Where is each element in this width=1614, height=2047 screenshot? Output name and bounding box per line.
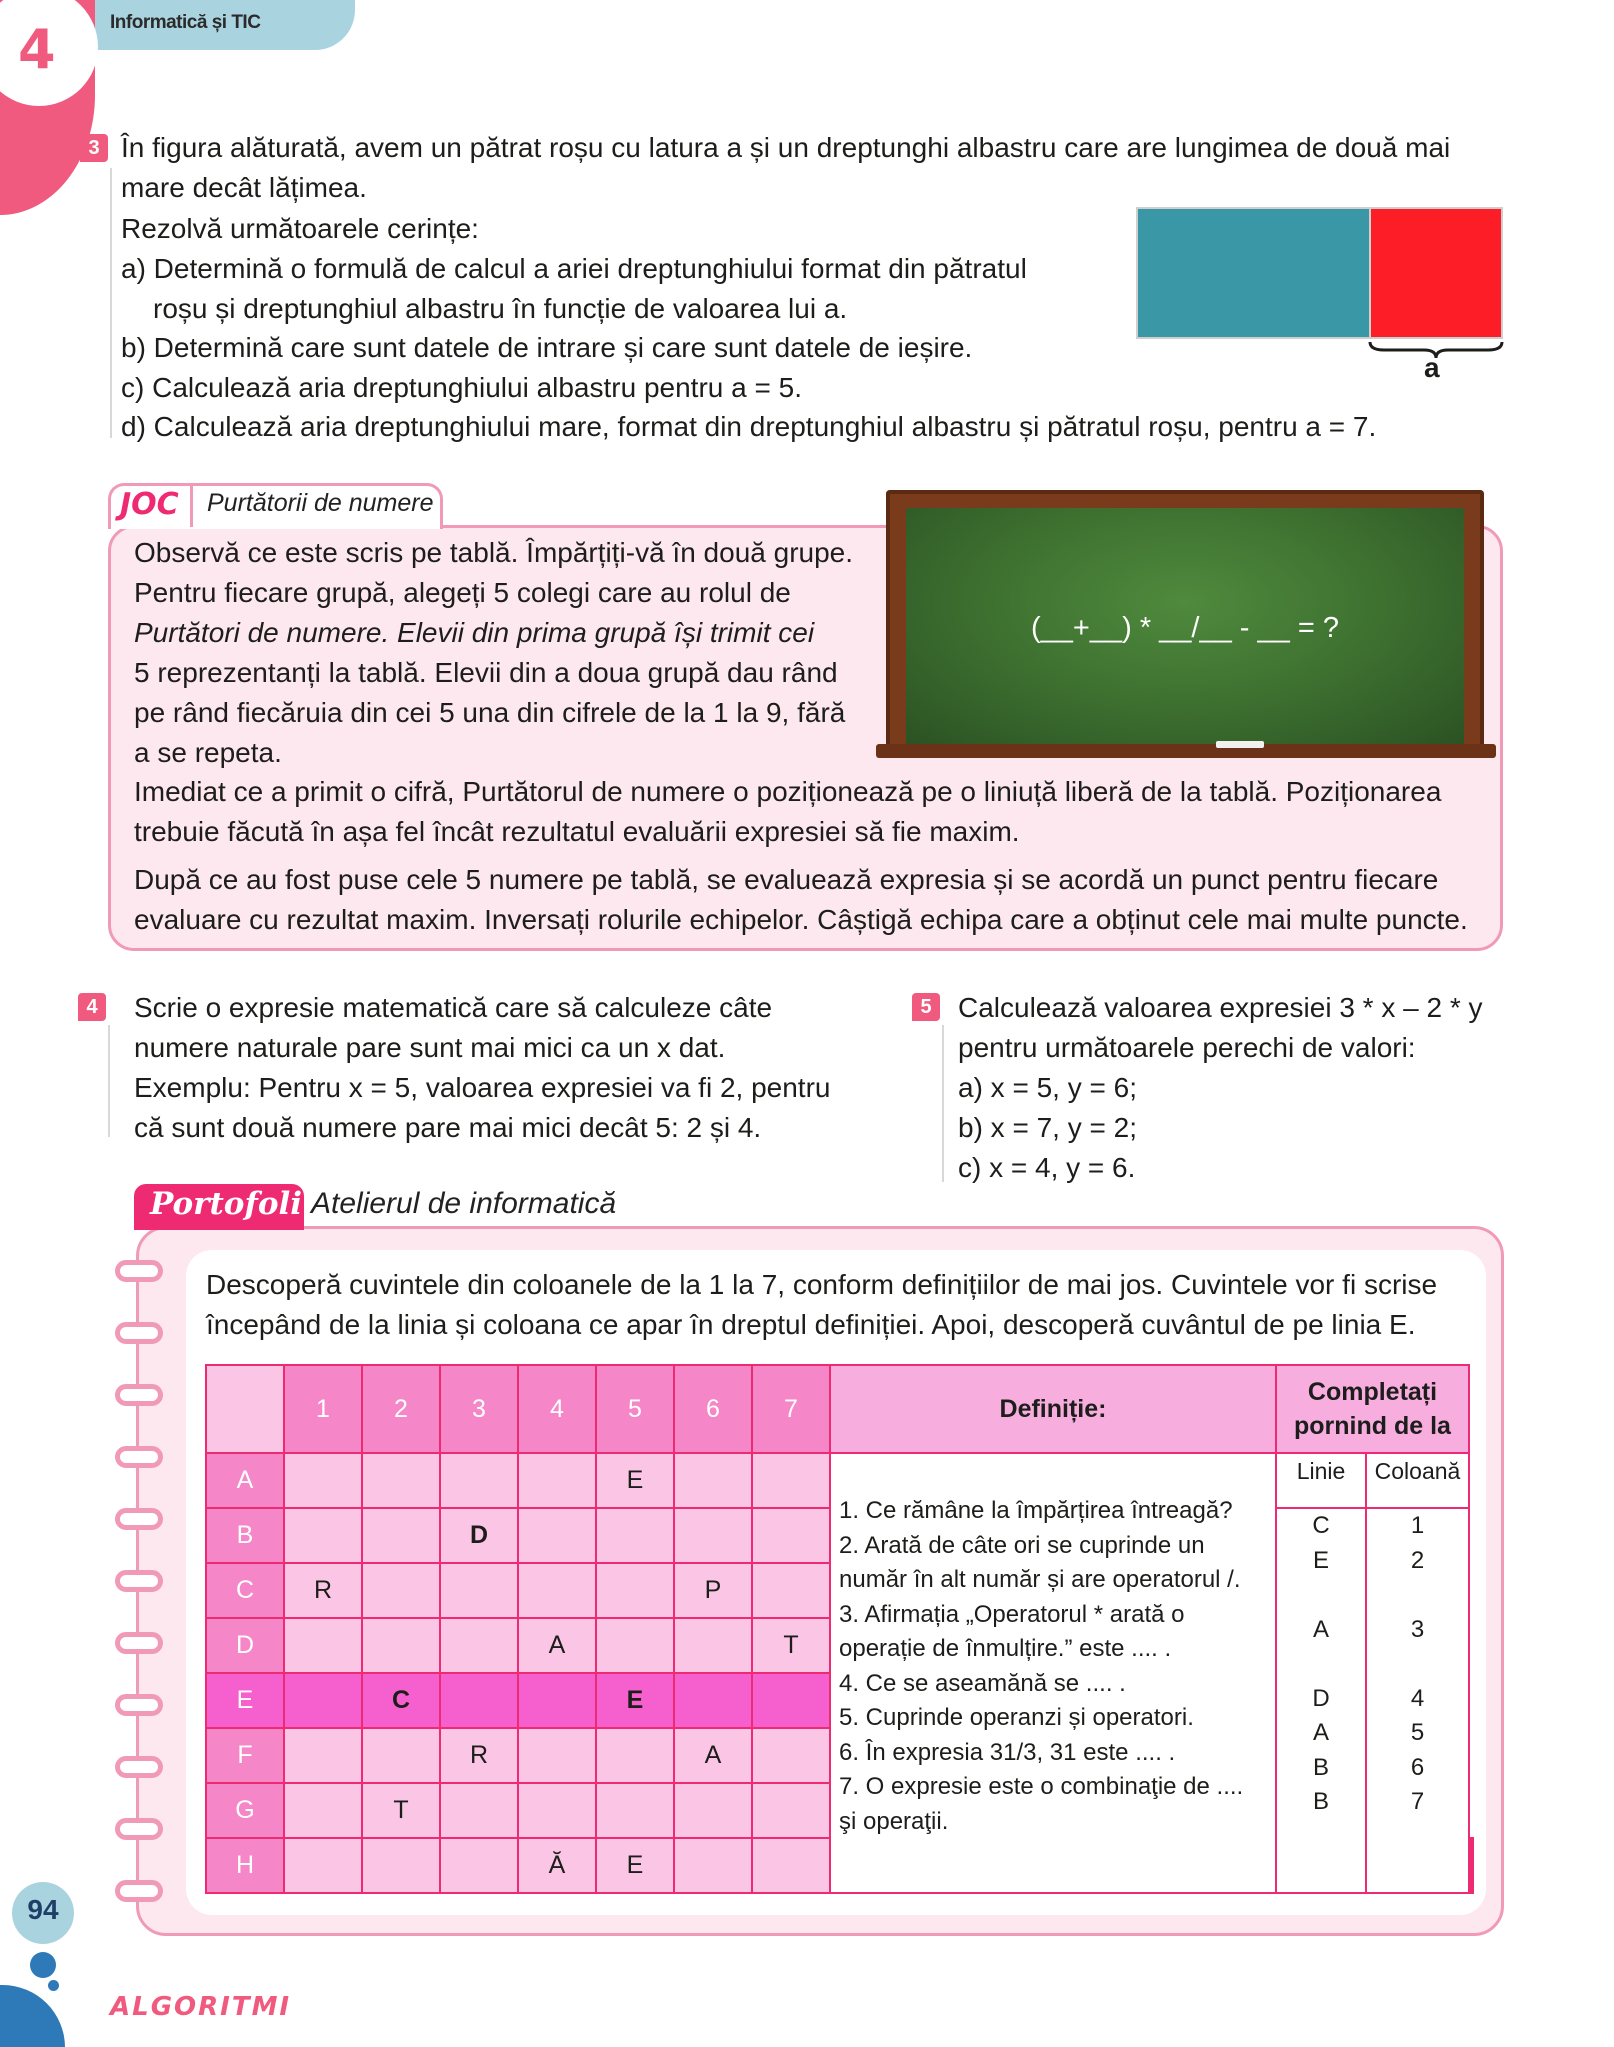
crossword-cell[interactable]: E bbox=[596, 1838, 674, 1893]
portfolio-label: Portofoliu bbox=[150, 1186, 325, 1222]
row-label: G bbox=[206, 1783, 284, 1838]
crossword-cell[interactable]: R bbox=[284, 1563, 362, 1618]
crossword-cell[interactable]: Ă bbox=[518, 1838, 596, 1893]
exercise-3-line: c) Calculează aria dreptunghiului albastru pentru a = 5. bbox=[121, 372, 802, 403]
crossword-cell[interactable] bbox=[518, 1453, 596, 1508]
column-header: 4 bbox=[518, 1365, 596, 1453]
coloana-values: 1 2 3 4 5 6 7 bbox=[1366, 1508, 1469, 1893]
crossword-cell[interactable] bbox=[440, 1838, 518, 1893]
crossword-cell[interactable] bbox=[518, 1783, 596, 1838]
crossword-cell[interactable] bbox=[284, 1783, 362, 1838]
binder-ring-icon bbox=[115, 1818, 163, 1840]
crossword-cell[interactable] bbox=[596, 1618, 674, 1673]
binder-ring-icon bbox=[115, 1322, 163, 1344]
crossword-cell[interactable] bbox=[362, 1728, 440, 1783]
crossword-cell[interactable] bbox=[596, 1783, 674, 1838]
blue-rectangle bbox=[1136, 207, 1371, 339]
binder-ring-icon bbox=[115, 1756, 163, 1778]
crossword-cell-e[interactable]: E bbox=[596, 1673, 674, 1728]
coloana-spacer bbox=[1471, 1838, 1473, 1893]
definitions-cell bbox=[830, 1453, 1276, 1893]
definition-line: şi operaţii. bbox=[839, 1807, 949, 1835]
crossword-cell[interactable] bbox=[362, 1563, 440, 1618]
subject-title: Informatică și TIC bbox=[110, 12, 261, 33]
row-label: B bbox=[206, 1508, 284, 1563]
column-header: 5 bbox=[596, 1365, 674, 1453]
crossword-cell[interactable] bbox=[674, 1838, 752, 1893]
row-label: H bbox=[206, 1838, 284, 1893]
definition-line: 4. Ce se aseamănă se .... . bbox=[839, 1669, 1126, 1697]
crossword-cell[interactable] bbox=[752, 1453, 830, 1508]
page-number: 94 bbox=[27, 1894, 59, 1925]
exercise-5-line: a) x = 5, y = 6; bbox=[958, 1072, 1137, 1103]
crossword-cell[interactable] bbox=[752, 1783, 830, 1838]
crossword-cell[interactable]: T bbox=[752, 1618, 830, 1673]
exercise-3-line: a) Determină o formulă de calcul a ariei dreptunghiului format din pătratul bbox=[121, 253, 1027, 284]
section-name: ALGORITMI bbox=[110, 1992, 292, 2022]
crossword-cell-e[interactable] bbox=[284, 1673, 362, 1728]
column-header: 2 bbox=[362, 1365, 440, 1453]
game-line: 5 reprezentanți la tablă. Elevii din a doua grupă dau rând bbox=[134, 657, 838, 688]
portfolio-intro-line: începând de la linia și coloana ce apar în dreptul definiției. Apoi, descoperă cuvântul de pe linia E. bbox=[206, 1309, 1416, 1340]
exercise-3-line: mare decât lățimea. bbox=[121, 172, 367, 203]
binder-ring-icon bbox=[115, 1694, 163, 1716]
linie-header: Linie bbox=[1276, 1453, 1366, 1508]
column-header: 1 bbox=[284, 1365, 362, 1453]
exercise-5-line: pentru următoarele perechi de valori: bbox=[958, 1032, 1416, 1063]
game-line: evaluare cu rezultat maxim. Inversați rolurile echipelor. Câștigă echipa care a obținut cele mai multe puncte. bbox=[134, 904, 1468, 935]
game-title: Purtătorii de numere bbox=[207, 489, 434, 517]
definition-header: Definiție: bbox=[830, 1365, 1276, 1453]
crossword-cell[interactable]: A bbox=[518, 1618, 596, 1673]
exercise-4-rule bbox=[108, 1025, 110, 1137]
exercise-5-line: c) x = 4, y = 6. bbox=[958, 1152, 1136, 1183]
crossword-cell[interactable]: E bbox=[596, 1453, 674, 1508]
column-header: 3 bbox=[440, 1365, 518, 1453]
definition-line: 3. Afirmația „Operatorul * arată o bbox=[839, 1600, 1185, 1628]
binder-ring-icon bbox=[115, 1508, 163, 1530]
crossword-cell[interactable] bbox=[752, 1838, 830, 1893]
linie-values: C E A D A B B bbox=[1276, 1508, 1366, 1893]
crossword-cell[interactable] bbox=[440, 1618, 518, 1673]
game-line: Imediat ce a primit o cifră, Purtătorul de numere o poziționează pe o liniuță liberă de la tablă. Poziționarea bbox=[134, 776, 1442, 807]
crossword-cell[interactable] bbox=[362, 1453, 440, 1508]
definition-line: 6. În expresia 31/3, 31 este .... . bbox=[839, 1738, 1176, 1766]
game-label: JOC bbox=[120, 487, 179, 522]
game-line: Pentru fiecare grupă, alegeți 5 colegi care au rolul de bbox=[134, 577, 791, 608]
crossword-cell[interactable] bbox=[284, 1838, 362, 1893]
exercise-3-rule bbox=[110, 168, 112, 438]
exercise-4-badge: 4 bbox=[78, 993, 106, 1021]
crossword-cell[interactable]: T bbox=[362, 1783, 440, 1838]
crossword-cell[interactable] bbox=[674, 1508, 752, 1563]
crossword-cell-e[interactable]: C bbox=[362, 1673, 440, 1728]
game-line: După ce au fost puse cele 5 numere pe tablă, se evaluează expresia și se acordă un punct pentru fiecare bbox=[134, 864, 1439, 895]
definition-line: operație de înmulțire.” este .... . bbox=[839, 1635, 1172, 1662]
board-expression: (__+__) * __/__ - __ = ? bbox=[1031, 612, 1339, 644]
crossword-cell[interactable] bbox=[518, 1728, 596, 1783]
definition-line: număr în alt număr și are operatorul /. bbox=[839, 1566, 1241, 1593]
coloana-header: Coloană bbox=[1366, 1453, 1469, 1508]
game-tab-divider bbox=[190, 483, 193, 527]
exercise-4-line: Exemplu: Pentru x = 5, valoarea expresiei va fi 2, pentru bbox=[134, 1072, 831, 1103]
crossword-cell[interactable] bbox=[674, 1453, 752, 1508]
crossword-cell-e[interactable] bbox=[752, 1673, 830, 1728]
row-label: A bbox=[206, 1453, 284, 1508]
game-line: trebuie făcută în așa fel încât rezultatul evaluării expresiei să fie maxim. bbox=[134, 816, 1020, 847]
column-header: 6 bbox=[674, 1365, 752, 1453]
crossword-cell[interactable] bbox=[362, 1508, 440, 1563]
red-square bbox=[1369, 207, 1503, 339]
crossword-cell[interactable] bbox=[752, 1563, 830, 1618]
binder-ring-icon bbox=[115, 1570, 163, 1592]
exercise-5-badge: 5 bbox=[912, 993, 940, 1021]
crossword-cell[interactable] bbox=[518, 1563, 596, 1618]
complete-header: Completați pornind de la bbox=[1276, 1365, 1469, 1453]
crossword-cell[interactable] bbox=[440, 1453, 518, 1508]
exercise-3-line: d) Calculează aria dreptunghiului mare, format din dreptunghiul albastru și pătratul roșu, pentru a = 7. bbox=[121, 411, 1377, 442]
crossword-cell-e[interactable] bbox=[518, 1673, 596, 1728]
crossword-cell[interactable] bbox=[518, 1508, 596, 1563]
exercise-5-line: Calculează valoarea expresiei 3 * x – 2 * y bbox=[958, 992, 1483, 1023]
crossword-cell-e[interactable] bbox=[674, 1673, 752, 1728]
corner-blob bbox=[0, 1985, 65, 2047]
game-line: a se repeta. bbox=[134, 737, 282, 768]
exercise-5-line: b) x = 7, y = 2; bbox=[958, 1112, 1137, 1143]
decor-dot-icon bbox=[30, 1952, 56, 1978]
decor-dot-icon bbox=[48, 1980, 59, 1991]
exercise-5-rule bbox=[942, 1025, 944, 1182]
exercise-4-line: că sunt două numere pare mai mici decât 5: 2 și 4. bbox=[134, 1112, 762, 1143]
crossword-cell[interactable] bbox=[362, 1838, 440, 1893]
crossword-cell[interactable] bbox=[596, 1563, 674, 1618]
definition-line: 7. O expresie este o combinaţie de .... bbox=[839, 1773, 1244, 1800]
definition-line: 5. Cuprinde operanzi și operatori. bbox=[839, 1704, 1194, 1731]
crossword-cell[interactable] bbox=[284, 1618, 362, 1673]
exercise-3-line: roșu și dreptunghiul albastru în funcție de valoarea lui a. bbox=[153, 293, 848, 324]
crossword-cell[interactable]: A bbox=[674, 1728, 752, 1783]
crossword-cell[interactable] bbox=[440, 1563, 518, 1618]
crossword-cell[interactable] bbox=[752, 1728, 830, 1783]
chapter-number: 4 bbox=[18, 18, 56, 81]
crossword-cell-e[interactable] bbox=[440, 1673, 518, 1728]
exercise-4-line: numere naturale pare sunt mai mici ca un x dat. bbox=[134, 1032, 726, 1063]
exercise-3-line: b) Determină care sunt datele de intrare și care sunt datele de ieșire. bbox=[121, 332, 973, 363]
exercise-3-line: În figura alăturată, avem un pătrat roșu cu latura a și un dreptunghi albastru care are lungimea de două mai bbox=[121, 132, 1451, 163]
exercise-3-badge: 3 bbox=[80, 134, 108, 162]
game-line: Observă ce este scris pe tablă. Împărțiți-vă în două grupe. bbox=[134, 537, 854, 568]
table-corner bbox=[206, 1365, 284, 1453]
crossword-cell[interactable] bbox=[752, 1508, 830, 1563]
crossword-cell[interactable] bbox=[362, 1618, 440, 1673]
exercise-3-line: Rezolvă următoarele cerințe: bbox=[121, 213, 479, 244]
chalk-icon bbox=[1216, 741, 1264, 748]
game-line: Purtători de numere. Elevii din prima grupă își trimit cei bbox=[134, 617, 815, 648]
definition-line: 2. Arată de câte ori se cuprinde un bbox=[839, 1531, 1205, 1559]
crossword-cell[interactable]: R bbox=[440, 1728, 518, 1783]
crossword-cell[interactable] bbox=[596, 1508, 674, 1563]
crossword-cell[interactable]: P bbox=[674, 1563, 752, 1618]
figure-label-a: a bbox=[1424, 352, 1440, 383]
binder-ring-icon bbox=[115, 1632, 163, 1654]
binder-ring-icon bbox=[115, 1446, 163, 1468]
row-label: E bbox=[206, 1673, 284, 1728]
portfolio-title: Atelierul de informatică bbox=[311, 1187, 617, 1220]
row-label: F bbox=[206, 1728, 284, 1783]
crossword-cell[interactable]: D bbox=[440, 1508, 518, 1563]
row-label: C bbox=[206, 1563, 284, 1618]
chalkboard-tray bbox=[876, 744, 1496, 758]
game-line: pe rând fiecăruia din cei 5 una din cifrele de la 1 la 9, fără bbox=[134, 697, 846, 728]
crossword-cell[interactable] bbox=[284, 1508, 362, 1563]
binder-ring-icon bbox=[115, 1260, 163, 1282]
crossword-cell[interactable] bbox=[674, 1783, 752, 1838]
crossword-cell[interactable] bbox=[440, 1783, 518, 1838]
exercise-4-line: Scrie o expresie matematică care să calculeze câte bbox=[134, 992, 773, 1023]
binder-ring-icon bbox=[115, 1384, 163, 1406]
crossword-cell[interactable] bbox=[284, 1453, 362, 1508]
column-header: 7 bbox=[752, 1365, 830, 1453]
crossword-cell[interactable] bbox=[284, 1728, 362, 1783]
portfolio-intro-line: Descoperă cuvintele din coloanele de la 1 la 7, conform definițiilor de mai jos. Cuvintele vor fi scrise bbox=[206, 1269, 1438, 1300]
definition-line: 1. Ce rămâne la împărțirea întreagă? bbox=[839, 1497, 1233, 1524]
binder-ring-icon bbox=[115, 1880, 163, 1902]
row-label: D bbox=[206, 1618, 284, 1673]
crossword-table bbox=[205, 1364, 1474, 1894]
crossword-cell[interactable] bbox=[674, 1618, 752, 1673]
crossword-cell[interactable] bbox=[596, 1728, 674, 1783]
